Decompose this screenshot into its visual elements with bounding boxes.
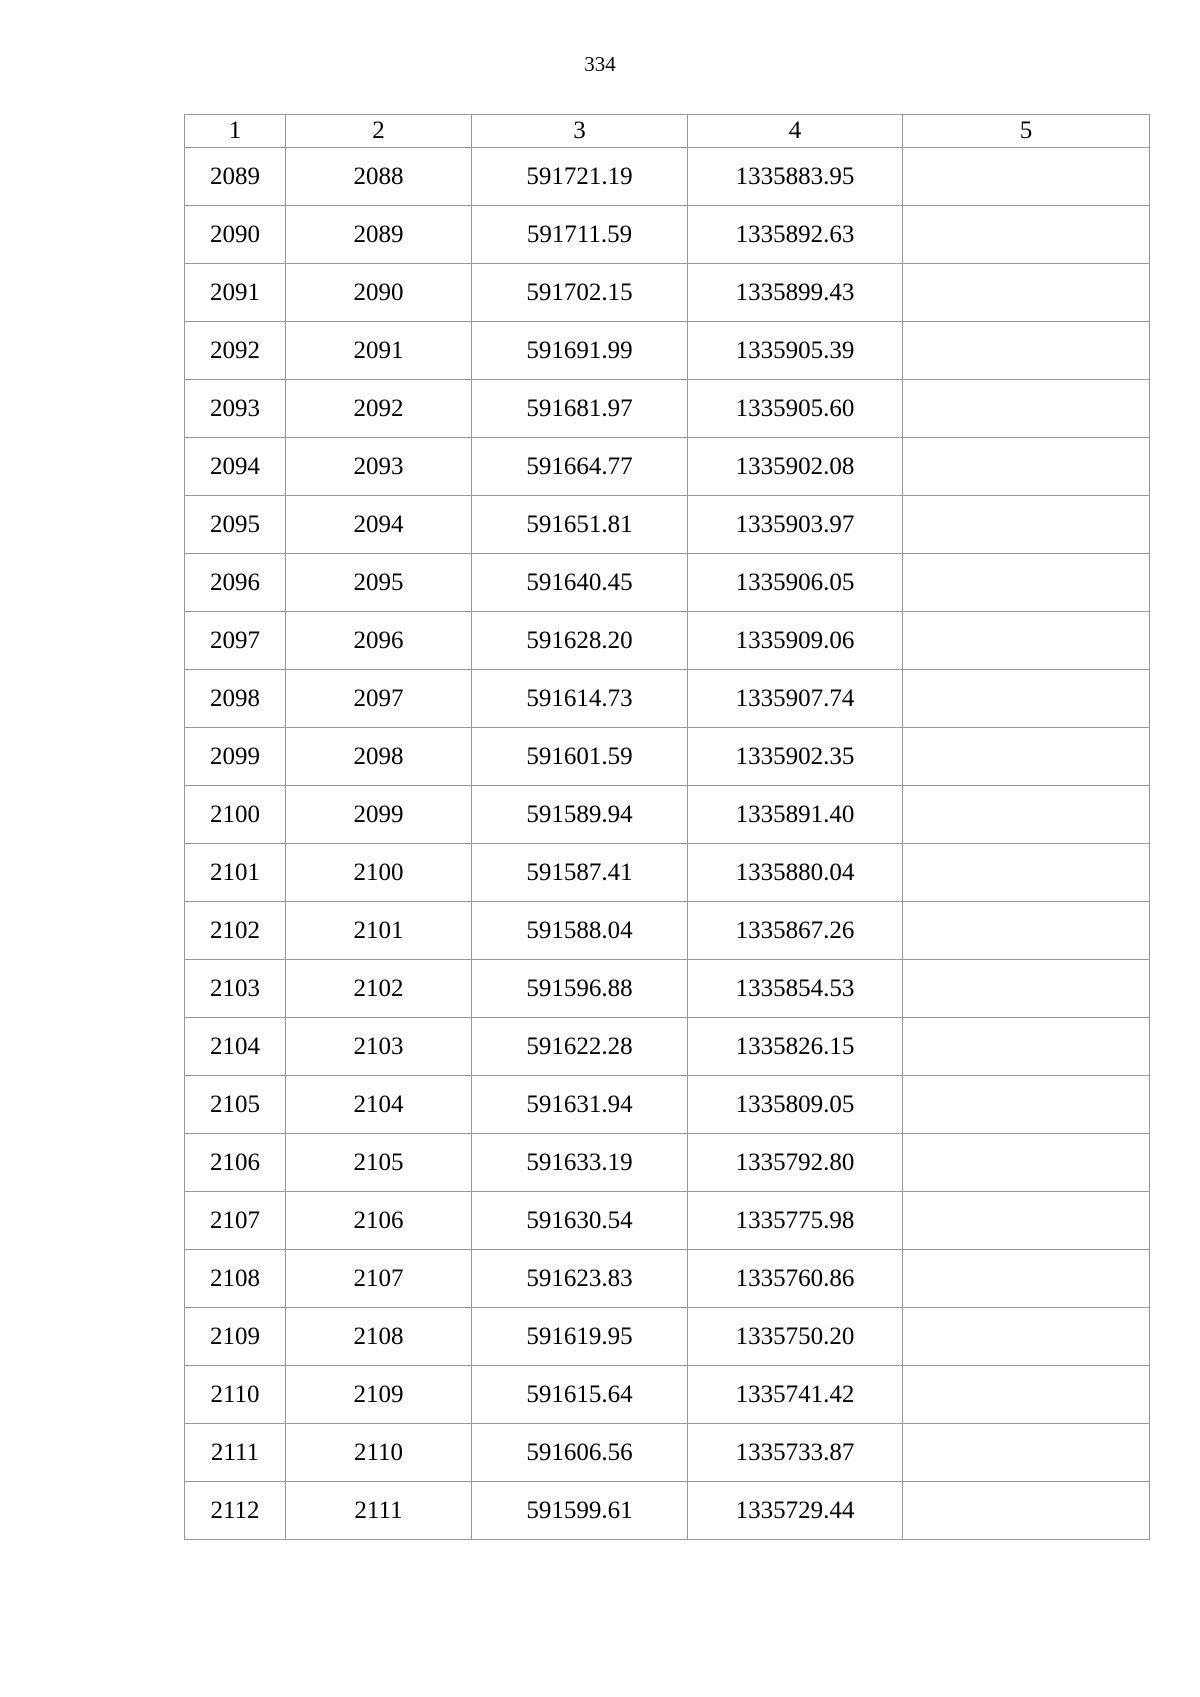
point-number-cell: 2098 xyxy=(185,670,286,728)
page-number: 334 xyxy=(584,52,616,76)
previous-point-cell: 2111 xyxy=(286,1482,472,1540)
x-coordinate-cell: 591601.59 xyxy=(472,728,688,786)
note-cell xyxy=(903,1250,1150,1308)
note-cell xyxy=(903,1192,1150,1250)
x-coordinate-cell: 591640.45 xyxy=(472,554,688,612)
previous-point-cell: 2103 xyxy=(286,1018,472,1076)
y-coordinate-cell: 1335909.06 xyxy=(688,612,903,670)
table-body xyxy=(185,148,1150,1540)
point-number-cell: 2093 xyxy=(185,380,286,438)
previous-point-cell: 2101 xyxy=(286,902,472,960)
point-number-cell: 2102 xyxy=(185,902,286,960)
point-number-cell: 2099 xyxy=(185,728,286,786)
note-cell xyxy=(903,554,1150,612)
previous-point-cell: 2110 xyxy=(286,1424,472,1482)
note-cell xyxy=(903,612,1150,670)
note-cell xyxy=(903,206,1150,264)
note-cell xyxy=(903,844,1150,902)
table-row xyxy=(185,728,1150,786)
x-coordinate-cell: 591721.19 xyxy=(472,148,688,206)
y-coordinate-cell: 1335826.15 xyxy=(688,1018,903,1076)
previous-point-cell: 2109 xyxy=(286,1366,472,1424)
x-coordinate-cell: 591633.19 xyxy=(472,1134,688,1192)
x-coordinate-cell: 591619.95 xyxy=(472,1308,688,1366)
point-number-cell: 2109 xyxy=(185,1308,286,1366)
table-row xyxy=(185,496,1150,554)
x-coordinate-cell: 591606.56 xyxy=(472,1424,688,1482)
y-coordinate-cell: 1335899.43 xyxy=(688,264,903,322)
y-coordinate-cell: 1335902.08 xyxy=(688,438,903,496)
x-coordinate-cell: 591615.64 xyxy=(472,1366,688,1424)
previous-point-cell: 2094 xyxy=(286,496,472,554)
x-coordinate-cell: 591628.20 xyxy=(472,612,688,670)
column-header-5: 5 xyxy=(903,115,1150,148)
note-cell xyxy=(903,1424,1150,1482)
x-coordinate-cell: 591587.41 xyxy=(472,844,688,902)
table-row xyxy=(185,1308,1150,1366)
table-row xyxy=(185,1076,1150,1134)
table-row xyxy=(185,1366,1150,1424)
point-number-cell: 2105 xyxy=(185,1076,286,1134)
table-row xyxy=(185,786,1150,844)
point-number-cell: 2104 xyxy=(185,1018,286,1076)
point-number-cell: 2091 xyxy=(185,264,286,322)
previous-point-cell: 2108 xyxy=(286,1308,472,1366)
previous-point-cell: 2091 xyxy=(286,322,472,380)
note-cell xyxy=(903,728,1150,786)
table-row xyxy=(185,1424,1150,1482)
y-coordinate-cell: 1335741.42 xyxy=(688,1366,903,1424)
y-coordinate-cell: 1335907.74 xyxy=(688,670,903,728)
note-cell xyxy=(903,902,1150,960)
y-coordinate-cell: 1335809.05 xyxy=(688,1076,903,1134)
point-number-cell: 2111 xyxy=(185,1424,286,1482)
x-coordinate-cell: 591596.88 xyxy=(472,960,688,1018)
previous-point-cell: 2105 xyxy=(286,1134,472,1192)
x-coordinate-cell: 591589.94 xyxy=(472,786,688,844)
x-coordinate-cell: 591651.81 xyxy=(472,496,688,554)
y-coordinate-cell: 1335892.63 xyxy=(688,206,903,264)
table-row xyxy=(185,380,1150,438)
previous-point-cell: 2095 xyxy=(286,554,472,612)
table-row xyxy=(185,206,1150,264)
point-number-cell: 2100 xyxy=(185,786,286,844)
y-coordinate-cell: 1335883.95 xyxy=(688,148,903,206)
x-coordinate-cell: 591588.04 xyxy=(472,902,688,960)
previous-point-cell: 2088 xyxy=(286,148,472,206)
x-coordinate-cell: 591711.59 xyxy=(472,206,688,264)
note-cell xyxy=(903,670,1150,728)
table-row xyxy=(185,322,1150,380)
point-number-cell: 2095 xyxy=(185,496,286,554)
note-cell xyxy=(903,496,1150,554)
previous-point-cell: 2104 xyxy=(286,1076,472,1134)
y-coordinate-cell: 1335854.53 xyxy=(688,960,903,1018)
previous-point-cell: 2092 xyxy=(286,380,472,438)
table-row xyxy=(185,264,1150,322)
x-coordinate-cell: 591664.77 xyxy=(472,438,688,496)
y-coordinate-cell: 1335902.35 xyxy=(688,728,903,786)
previous-point-cell: 2102 xyxy=(286,960,472,1018)
coordinates-table xyxy=(184,114,1150,1540)
table-header-row xyxy=(185,115,1150,148)
point-number-cell: 2092 xyxy=(185,322,286,380)
note-cell xyxy=(903,264,1150,322)
point-number-cell: 2089 xyxy=(185,148,286,206)
previous-point-cell: 2099 xyxy=(286,786,472,844)
point-number-cell: 2094 xyxy=(185,438,286,496)
column-header-1: 1 xyxy=(185,115,286,148)
y-coordinate-cell: 1335903.97 xyxy=(688,496,903,554)
y-coordinate-cell: 1335760.86 xyxy=(688,1250,903,1308)
note-cell xyxy=(903,1308,1150,1366)
y-coordinate-cell: 1335792.80 xyxy=(688,1134,903,1192)
note-cell xyxy=(903,786,1150,844)
x-coordinate-cell: 591681.97 xyxy=(472,380,688,438)
y-coordinate-cell: 1335905.39 xyxy=(688,322,903,380)
previous-point-cell: 2107 xyxy=(286,1250,472,1308)
point-number-cell: 2101 xyxy=(185,844,286,902)
table-row xyxy=(185,1192,1150,1250)
table-row xyxy=(185,1134,1150,1192)
x-coordinate-cell: 591614.73 xyxy=(472,670,688,728)
note-cell xyxy=(903,322,1150,380)
note-cell xyxy=(903,1018,1150,1076)
y-coordinate-cell: 1335750.20 xyxy=(688,1308,903,1366)
previous-point-cell: 2106 xyxy=(286,1192,472,1250)
y-coordinate-cell: 1335891.40 xyxy=(688,786,903,844)
table-row xyxy=(185,844,1150,902)
previous-point-cell: 2098 xyxy=(286,728,472,786)
x-coordinate-cell: 591623.83 xyxy=(472,1250,688,1308)
previous-point-cell: 2090 xyxy=(286,264,472,322)
table-row xyxy=(185,960,1150,1018)
point-number-cell: 2108 xyxy=(185,1250,286,1308)
point-number-cell: 2112 xyxy=(185,1482,286,1540)
previous-point-cell: 2089 xyxy=(286,206,472,264)
note-cell xyxy=(903,438,1150,496)
y-coordinate-cell: 1335867.26 xyxy=(688,902,903,960)
previous-point-cell: 2096 xyxy=(286,612,472,670)
note-cell xyxy=(903,1366,1150,1424)
column-header-4: 4 xyxy=(688,115,903,148)
point-number-cell: 2110 xyxy=(185,1366,286,1424)
note-cell xyxy=(903,1482,1150,1540)
point-number-cell: 2097 xyxy=(185,612,286,670)
table-row xyxy=(185,148,1150,206)
table-row xyxy=(185,612,1150,670)
table-row xyxy=(185,438,1150,496)
table-row xyxy=(185,1482,1150,1540)
x-coordinate-cell: 591630.54 xyxy=(472,1192,688,1250)
table-row xyxy=(185,1018,1150,1076)
note-cell xyxy=(903,960,1150,1018)
point-number-cell: 2090 xyxy=(185,206,286,264)
point-number-cell: 2106 xyxy=(185,1134,286,1192)
y-coordinate-cell: 1335880.04 xyxy=(688,844,903,902)
x-coordinate-cell: 591599.61 xyxy=(472,1482,688,1540)
table-row xyxy=(185,554,1150,612)
point-number-cell: 2103 xyxy=(185,960,286,1018)
column-header-2: 2 xyxy=(286,115,472,148)
point-number-cell: 2107 xyxy=(185,1192,286,1250)
table-row xyxy=(185,670,1150,728)
previous-point-cell: 2097 xyxy=(286,670,472,728)
y-coordinate-cell: 1335733.87 xyxy=(688,1424,903,1482)
previous-point-cell: 2100 xyxy=(286,844,472,902)
note-cell xyxy=(903,380,1150,438)
y-coordinate-cell: 1335906.05 xyxy=(688,554,903,612)
x-coordinate-cell: 591691.99 xyxy=(472,322,688,380)
note-cell xyxy=(903,148,1150,206)
x-coordinate-cell: 591631.94 xyxy=(472,1076,688,1134)
table-row xyxy=(185,902,1150,960)
column-header-3: 3 xyxy=(472,115,688,148)
note-cell xyxy=(903,1134,1150,1192)
x-coordinate-cell: 591622.28 xyxy=(472,1018,688,1076)
note-cell xyxy=(903,1076,1150,1134)
table-row xyxy=(185,1250,1150,1308)
point-number-cell: 2096 xyxy=(185,554,286,612)
previous-point-cell: 2093 xyxy=(286,438,472,496)
y-coordinate-cell: 1335775.98 xyxy=(688,1192,903,1250)
y-coordinate-cell: 1335729.44 xyxy=(688,1482,903,1540)
y-coordinate-cell: 1335905.60 xyxy=(688,380,903,438)
x-coordinate-cell: 591702.15 xyxy=(472,264,688,322)
